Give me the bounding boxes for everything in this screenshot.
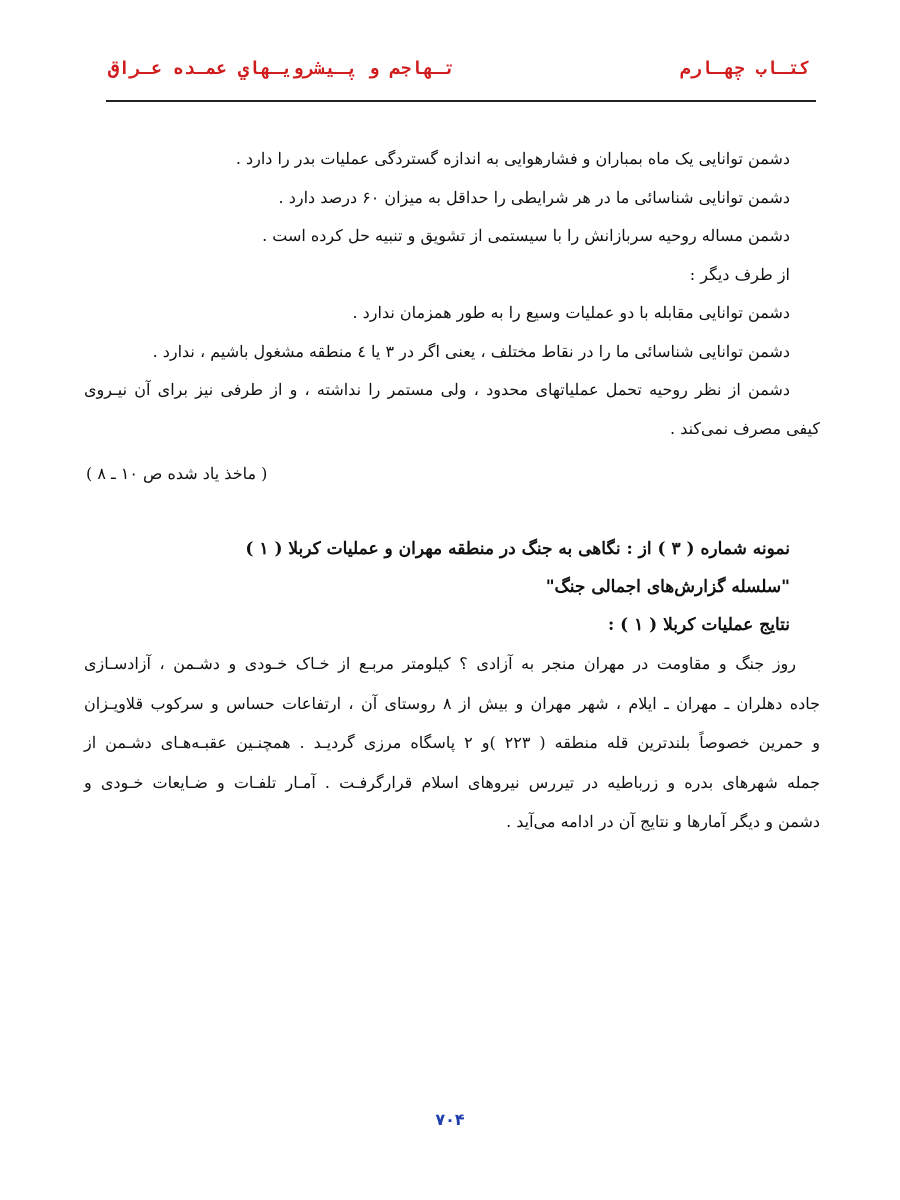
- page-content: [84, 140, 820, 842]
- text-line: از طرف دیگر :: [689, 264, 790, 284]
- book-title: كتـاب چهـارم: [679, 58, 810, 79]
- source-note: ( ماخذ یاد شده ص ۱۰ ـ ۸ ): [86, 464, 268, 483]
- text-line: دشمن توانایی یک ماه بمباران و فشارهوایی به اندازه گستردگی عملیات بدر را دارد .: [235, 149, 790, 168]
- text-line: جمله شهرهای بدره و زرباطیه در تیررس نیروهای اسلام قرارگرفـت . آمـار تلفـات و ضـایعات خـودی و: [84, 772, 820, 792]
- text-line: و حمرین خصوصاً بلندترین قله منطقه ( ۲۲۳ )و ۲ پاسگاه مرزی گردیـد . همچنـین عقبـه‌هـای دشـمن از: [84, 733, 820, 752]
- section-heading: نمونه شماره ( ۳ ) از : نگاهی به جنگ در منطقه مهران و عملیات کربلا ( ۱ ): [245, 539, 790, 559]
- text-line: دشمن و دیگر آمارها و نتایج آن در ادامه می‌آید .: [506, 812, 820, 831]
- text-line: جاده دهلران ـ مهران ـ ایلام ، شهر مهران و بیش از ۸ روستای آن ، ارتفاعات حساس و سرکوب قلاویـزان: [84, 693, 821, 713]
- results-paragraph: [84, 644, 820, 842]
- text-line: دشمن از نظر روحیه تحمل عملیاتهای محدود ، ولی مستمر را نداشته ، و از طرفی نیز برای آن نیـروی: [84, 380, 790, 399]
- chapter-title: تـهاجم و پـيشرويـهاي عمـده عـراق: [108, 58, 455, 79]
- page-number: ۷۰۴: [435, 1110, 465, 1129]
- text-line: روز جنگ و مقاومت در مهران منجر به آزادی ؟ کیلومتر مربـع از خـاک خـودی و دشـمن ، آزادسـازی: [84, 654, 796, 673]
- text-line: دشمن توانایی شناسائی ما در هر شرایطی را حداقل به میزان ۶۰ درصد دارد .: [278, 187, 790, 207]
- section-subheading: "سلسله گزارش‌های اجمالی جنگ": [545, 577, 790, 597]
- example-section: [84, 530, 820, 842]
- intro-paragraph: [84, 140, 820, 448]
- text-line: کیفی مصرف نمی‌کند .: [670, 418, 820, 438]
- text-line: دشمن توانایی شناسائی ما را در نقاط مختلف ، یعنی اگر در ۳ یا ٤ منطقه مشغول باشیم ، ندارد .: [152, 341, 790, 361]
- text-line: دشمن توانایی مقابله با دو عملیات وسیع را به طور همزمان ندارد .: [352, 303, 790, 322]
- text-line: دشمن مساله روحیه سربازانش را با سیستمی از تشویق و تنبیه حل کرده است .: [262, 226, 790, 245]
- page-header: [106, 56, 816, 102]
- results-heading: نتایج عملیات کربلا ( ۱ ) :: [607, 615, 790, 635]
